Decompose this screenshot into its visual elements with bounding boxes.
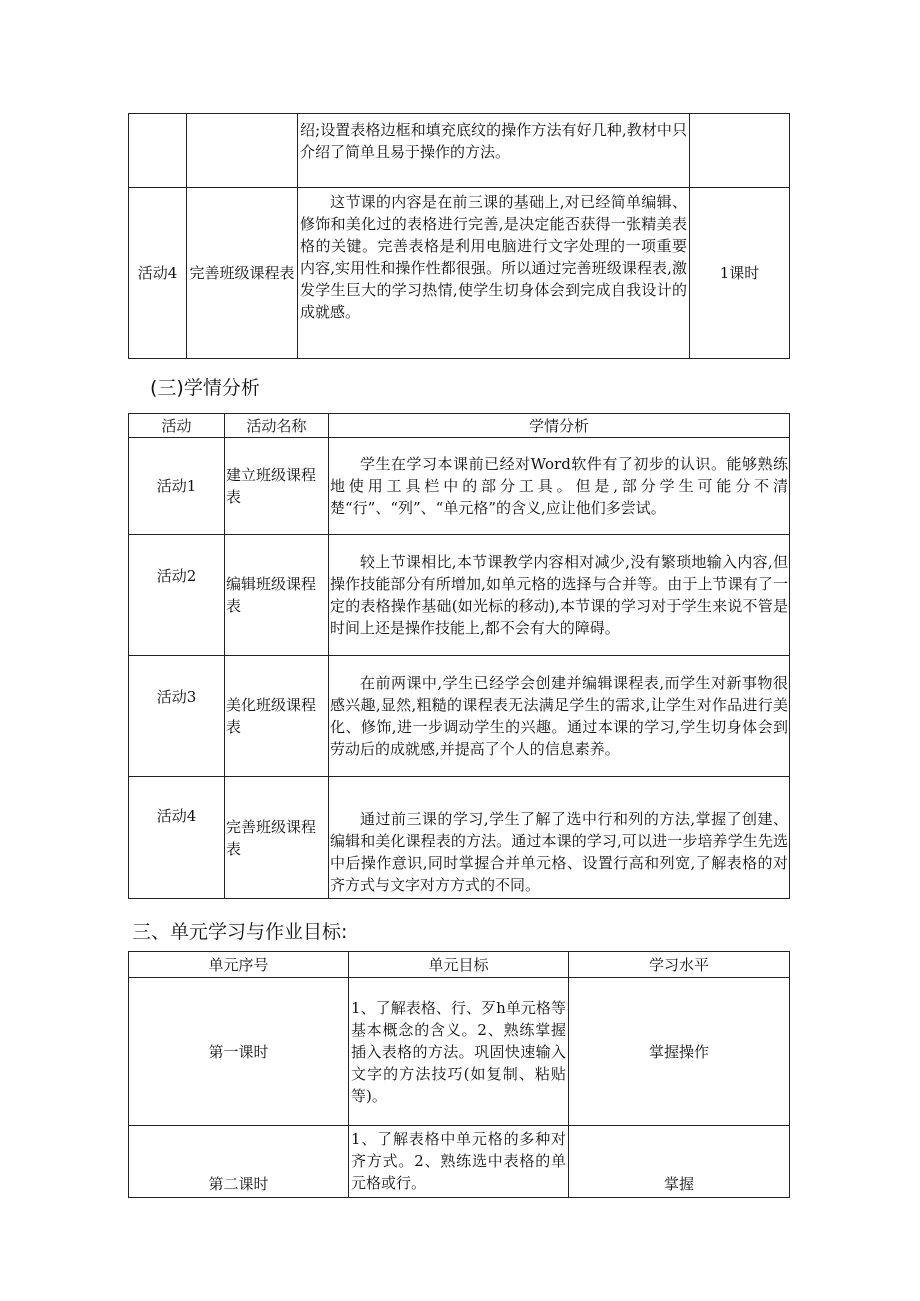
content-cell: 这节课的内容是在前三课的基础上,对已经简单编辑、修饰和美化过的表格进行完善,是决定能否获得一张精美表格的关键。完善表格是利用电脑进行文字处理的一项重要内容,实用性和操作性都很强。所以通过完善班级课程表,激发学生巨大的学习热情,使学生切身体会到完成自我设计的成就感。: [298, 188, 690, 359]
activity-cell: [129, 114, 187, 188]
table-row: [129, 1126, 790, 1198]
unit-cell: 第二课时: [129, 1126, 349, 1198]
table-row: [129, 978, 790, 1126]
table-row: [129, 114, 790, 188]
header-activity-name: 活动名称: [225, 414, 329, 438]
goal-cell: 1、了解表格、行、歹h单元格等基本概念的含义。2、熟练掌握插入表格的方法。巩固快速输入文字的方法技巧(如复制、粘贴等)。: [349, 978, 569, 1126]
header-level: 学习水平: [569, 952, 790, 978]
section-heading-goals: 三、单元学习与作业目标:: [132, 921, 348, 943]
header-unit: 单元序号: [129, 952, 349, 978]
table-row: [129, 438, 790, 535]
header-activity: 活动: [129, 414, 225, 438]
table-row: [129, 188, 790, 359]
goal-cell: 1、了解表格中单元格的多种对齐方式。2、熟练选中表格的单元格或行。: [349, 1126, 569, 1198]
activity-cell: 活动4: [129, 188, 187, 359]
level-cell: 掌握操作: [569, 978, 790, 1126]
unit-goals-table: [128, 951, 790, 1198]
hours-cell: 1课时: [690, 188, 790, 359]
header-goal: 单元目标: [349, 952, 569, 978]
table-header-row: [129, 414, 790, 438]
table-row: [129, 777, 790, 899]
content-table: [128, 113, 790, 359]
analysis-cell: 通过前三课的学习,学生了解了选中行和列的方法,掌握了创建、编辑和美化课程表的方法。通过本课的学习,可以进一步培养学生先选中后操作意识,同时掌握合并单元格、设置行高和列宽,了解表格的对齐方式与文字对方方式的不同。: [329, 777, 790, 899]
activity-cell: 活动1: [129, 438, 225, 535]
table-header-row: [129, 952, 790, 978]
name-cell: 建立班级课程表: [225, 438, 329, 535]
header-analysis: 学情分析: [329, 414, 790, 438]
analysis-cell: 学生在学习本课前已经对Word软件有了初步的认识。能够熟练地使用工具栏中的部分工具。但是,部分学生可能分不清楚“行”、“列”、“单元格”的含义,应让他们多尝试。: [329, 438, 790, 535]
name-cell: [187, 114, 298, 188]
activity-cell: 活动2: [129, 535, 225, 656]
table-row: [129, 656, 790, 777]
level-cell: 掌握: [569, 1126, 790, 1198]
analysis-cell: 在前两课中,学生已经学会创建并编辑课程表,而学生对新事物很感兴趣,显然,粗糙的课程表无法满足学生的需求,让学生对作品进行美化、修饰,进一步调动学生的兴趣。通过本课的学习,学生切身体会到劳动后的成就感,并提高了个人的信息素养。: [329, 656, 790, 777]
name-cell: 完善班级课程表: [225, 777, 329, 899]
activity-cell: 活动3: [129, 656, 225, 777]
name-cell: 美化班级课程表: [225, 656, 329, 777]
name-cell: 完善班级课程表: [187, 188, 298, 359]
learning-analysis-table: [128, 413, 790, 899]
analysis-cell: 较上节课相比,本节课教学内容相对减少,没有繁琐地输入内容,但操作技能部分有所增加,如单元格的选择与合并等。由于上节课有了一定的表格操作基础(如光标的移动),本节课的学习对于学生来说不管是时间上还是操作技能上,都不会有大的障碍。: [329, 535, 790, 656]
unit-cell: 第一课时: [129, 978, 349, 1126]
name-cell: 编辑班级课程表: [225, 535, 329, 656]
hours-cell: [690, 114, 790, 188]
activity-cell: 活动4: [129, 777, 225, 899]
table-row: [129, 535, 790, 656]
section-heading-learning: (三)学情分析: [150, 377, 260, 399]
content-cell: 绍;设置表格边框和填充底纹的操作方法有好几种,教材中只介绍了简单且易于操作的方法。: [298, 114, 690, 188]
